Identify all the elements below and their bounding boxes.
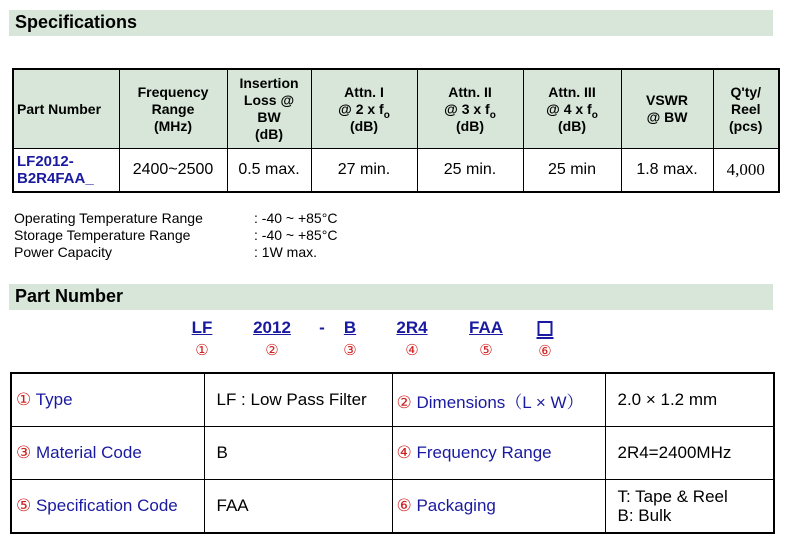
note-power-capacity: Power Capacity : 1W max.: [14, 244, 318, 260]
table-row: [11, 427, 774, 480]
value-packaging: T: Tape & Reel B: Bulk: [605, 480, 774, 534]
code-part-type: LF ①: [191, 318, 213, 359]
table-row: [11, 480, 774, 534]
cell-attn-3: 25 min: [523, 149, 621, 193]
code-separator: -: [319, 318, 325, 337]
label-frequency-range: ④ Frequency Range: [392, 427, 605, 480]
spec-notes: [14, 210, 337, 261]
table-row: [13, 149, 779, 193]
value-dimensions: 2.0 × 1.2 mm: [605, 373, 774, 427]
label-material-code: ③ Material Code: [11, 427, 204, 480]
header-attn-2: Attn. II @ 3 x $f_o$ (dB): [417, 69, 523, 149]
header-attn-3: Attn. III @ 4 x $f_o$ (dB): [523, 69, 621, 149]
label-specification-code: ⑤ Specification Code: [11, 480, 204, 534]
note-operating-temp: Operating Temperature Range : -40 ~ +85°C: [14, 210, 338, 226]
value-type: LF : Low Pass Filter: [204, 373, 392, 427]
packaging-placeholder-box-icon: [538, 321, 553, 336]
header-attn-1: Attn. I @ 2 x $f_o$ (dB): [311, 69, 417, 149]
specifications-header-bar: [9, 10, 773, 36]
note-storage-temp: Storage Temperature Range : -40 ~ +85°C: [14, 227, 338, 243]
code-part-packaging: ⑥: [537, 318, 554, 360]
cell-insertion-loss: 0.5 max.: [227, 149, 311, 193]
specifications-table: [12, 68, 780, 193]
cell-frequency-range: 2400~2500: [119, 149, 227, 193]
value-frequency-range: 2R4=2400MHz: [605, 427, 774, 480]
label-dimensions: ② Dimensions（L × W）: [392, 373, 605, 427]
label-type: ① Type: [11, 373, 204, 427]
table-row: [11, 373, 774, 427]
part-number-code: [0, 318, 800, 364]
cell-part-number: LF2012- B2R4FAA_: [13, 149, 119, 193]
cell-vswr: 1.8 max.: [621, 149, 713, 193]
part-number-title: Part Number: [15, 286, 124, 306]
specifications-title: Specifications: [15, 12, 138, 32]
value-material-code: B: [204, 427, 392, 480]
part-number-header-bar: [9, 284, 773, 310]
part-number-table: [10, 372, 775, 534]
code-part-frequency: 2R4 ④: [396, 318, 428, 359]
code-part-material: B ③: [343, 318, 357, 359]
label-packaging: ⑥ Packaging: [392, 480, 605, 534]
header-vswr: VSWR @ BW: [621, 69, 713, 149]
code-part-dimensions: 2012 ②: [253, 318, 291, 359]
cell-qty-reel: 4,000: [713, 149, 779, 193]
header-qty-reel: Q'ty/ Reel (pcs): [713, 69, 779, 149]
value-specification-code: FAA: [204, 480, 392, 534]
cell-attn-1: 27 min.: [311, 149, 417, 193]
header-insertion-loss: Insertion Loss @ BW (dB): [227, 69, 311, 149]
spec-header-row: [13, 69, 779, 149]
cell-attn-2: 25 min.: [417, 149, 523, 193]
header-frequency-range: Frequency Range (MHz): [119, 69, 227, 149]
code-part-spec: FAA ⑤: [469, 318, 503, 359]
header-part-number: Part Number: [13, 69, 119, 149]
